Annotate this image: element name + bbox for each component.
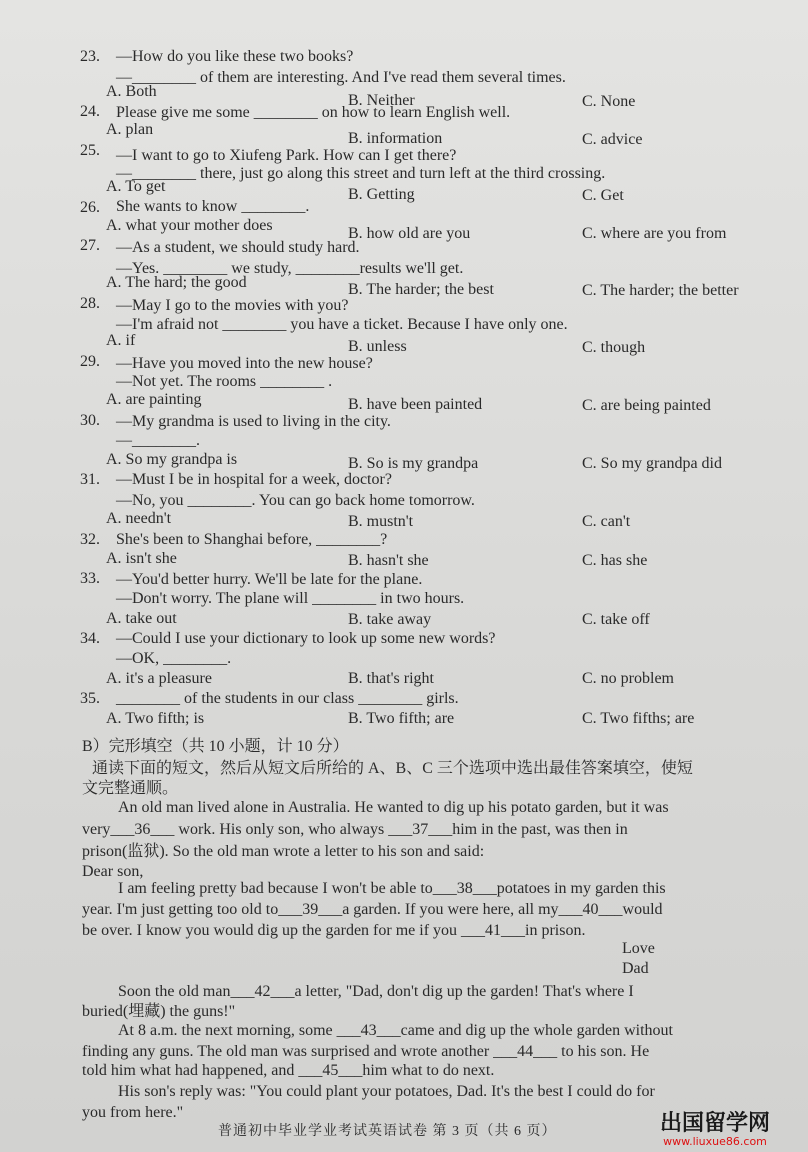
site-watermark bbox=[630, 1112, 800, 1148]
watermark-url: www.liuxue86.com bbox=[663, 1135, 767, 1148]
passage-line: be over. I know you would dig up the garden for me if you ___41___in prison. bbox=[82, 922, 586, 939]
option-c: C. though bbox=[582, 339, 646, 356]
section-instruction: 文完整通顺。 bbox=[82, 780, 179, 797]
question-number: 31. bbox=[80, 471, 100, 488]
question-stem: —Could I use your dictionary to look up some new words? bbox=[116, 630, 496, 647]
letter-signature: Dad bbox=[622, 960, 649, 977]
option-b: B. So is my grandpa bbox=[348, 455, 479, 472]
question-number: 25. bbox=[80, 142, 100, 159]
option-b: B. Neither bbox=[348, 92, 415, 109]
option-b: B. mustn't bbox=[348, 513, 414, 530]
option-a: A. if bbox=[106, 332, 136, 349]
question-stem: She's been to Shanghai before, ________? bbox=[116, 531, 388, 548]
option-b: B. information bbox=[348, 130, 443, 147]
option-a: A. what your mother does bbox=[106, 217, 273, 234]
option-c: C. has she bbox=[582, 552, 648, 569]
question-number: 23. bbox=[80, 48, 100, 65]
page-footer: 普通初中毕业学业考试英语试卷 第 3 页（共 6 页） bbox=[218, 1124, 557, 1139]
option-a: A. Both bbox=[106, 83, 157, 100]
question-number: 32. bbox=[80, 531, 100, 548]
question-reply: —________ of them are interesting. And I've read them several times. bbox=[116, 69, 566, 86]
option-b: B. unless bbox=[348, 338, 407, 355]
option-a: A. plan bbox=[106, 121, 154, 138]
passage-line: finding any guns. The old man was surprised and wrote another ___44___ to his son. He bbox=[82, 1043, 650, 1060]
passage-line: An old man lived alone in Australia. He wanted to dig up his potato garden, but it was bbox=[118, 799, 669, 816]
question-reply: —Not yet. The rooms ________ . bbox=[116, 373, 333, 390]
option-c: C. advice bbox=[582, 131, 643, 148]
question-stem: —You'd better hurry. We'll be late for the plane. bbox=[116, 571, 423, 588]
option-c: C. The harder; the better bbox=[582, 282, 739, 299]
option-b: B. how old are you bbox=[348, 225, 471, 242]
passage-line: you from here." bbox=[82, 1104, 184, 1121]
question-number: 24. bbox=[80, 103, 100, 120]
option-a: A. it's a pleasure bbox=[106, 670, 212, 687]
question-stem: —May I go to the movies with you? bbox=[116, 297, 349, 314]
option-a: A. take out bbox=[106, 610, 177, 627]
question-stem: —As a student, we should study hard. bbox=[116, 239, 360, 256]
option-c: C. So my grandpa did bbox=[582, 455, 722, 472]
option-b: B. take away bbox=[348, 611, 432, 628]
passage-line: His son's reply was: "You could plant your potatoes, Dad. It's the best I could do for bbox=[118, 1083, 655, 1100]
question-stem: —I want to go to Xiufeng Park. How can I get there? bbox=[116, 147, 457, 164]
option-a: A. The hard; the good bbox=[106, 274, 247, 291]
question-reply: —Don't worry. The plane will ________ in two hours. bbox=[116, 590, 465, 607]
question-reply: —________. bbox=[116, 432, 200, 449]
option-a: A. needn't bbox=[106, 510, 172, 527]
question-number: 30. bbox=[80, 412, 100, 429]
question-stem: —My grandma is used to living in the city. bbox=[116, 413, 391, 430]
question-stem: ________ of the students in our class ________ girls. bbox=[116, 690, 459, 707]
question-reply: —No, you ________. You can go back home tomorrow. bbox=[116, 492, 475, 509]
option-a: A. Two fifth; is bbox=[106, 710, 205, 727]
passage-line: Soon the old man___42___a letter, "Dad, don't dig up the garden! That's where I bbox=[118, 983, 634, 1000]
question-number: 33. bbox=[80, 570, 100, 587]
question-stem: She wants to know ________. bbox=[116, 198, 310, 215]
option-b: B. have been painted bbox=[348, 396, 483, 413]
question-number: 29. bbox=[80, 353, 100, 370]
question-number: 34. bbox=[80, 630, 100, 647]
option-c: C. None bbox=[582, 93, 636, 110]
option-c: C. are being painted bbox=[582, 397, 711, 414]
passage-line: Dear son, bbox=[82, 863, 144, 880]
option-c: C. Get bbox=[582, 187, 624, 204]
passage-line: year. I'm just getting too old to___39___a garden. If you were here, all my___40___would bbox=[82, 901, 663, 918]
option-b: B. that's right bbox=[348, 670, 434, 687]
passage-line: buried(埋藏) the guns!" bbox=[82, 1003, 236, 1020]
question-stem: —Have you moved into the new house? bbox=[116, 355, 373, 372]
watermark-title: 出国留学网 bbox=[659, 1111, 770, 1136]
option-a: A. To get bbox=[106, 178, 166, 195]
section-instruction: 通读下面的短文，然后从短文后所给的 A、B、C 三个选项中选出最佳答案填空，使短 bbox=[92, 760, 693, 777]
question-number: 28. bbox=[80, 295, 100, 312]
question-number: 27. bbox=[80, 237, 100, 254]
question-reply: —Yes. ________ we study, ________results we'll get. bbox=[116, 260, 464, 277]
option-c: C. where are you from bbox=[582, 225, 727, 242]
question-number: 26. bbox=[80, 199, 100, 216]
option-c: C. take off bbox=[582, 611, 650, 628]
option-b: B. Two fifth; are bbox=[348, 710, 455, 727]
passage-line: told him what had happened, and ___45___him what to do next. bbox=[82, 1062, 495, 1079]
option-a: A. are painting bbox=[106, 391, 202, 408]
option-b: B. Getting bbox=[348, 186, 415, 203]
question-number: 35. bbox=[80, 690, 100, 707]
question-reply: —I'm afraid not ________ you have a ticket. Because I have only one. bbox=[116, 316, 568, 333]
option-b: B. The harder; the best bbox=[348, 281, 494, 298]
question-stem: —Must I be in hospital for a week, doctor? bbox=[116, 471, 392, 488]
passage-line: very___36___ work. His only son, who always ___37___him in the past, was then in bbox=[82, 821, 628, 838]
question-stem: Please give me some ________ on how to learn English well. bbox=[116, 104, 511, 121]
question-reply: —________ there, just go along this street and turn left at the third crossing. bbox=[116, 165, 606, 182]
option-a: A. isn't she bbox=[106, 550, 177, 567]
option-a: A. So my grandpa is bbox=[106, 451, 238, 468]
passage-line: I am feeling pretty bad because I won't be able to___38___potatoes in my garden this bbox=[118, 880, 666, 897]
option-c: C. no problem bbox=[582, 670, 674, 687]
option-c: C. can't bbox=[582, 513, 631, 530]
letter-closing: Love bbox=[622, 940, 655, 957]
passage-line: At 8 a.m. the next morning, some ___43___came and dig up the whole garden without bbox=[118, 1022, 673, 1039]
section-heading: B）完形填空（共 10 小题，计 10 分） bbox=[82, 738, 349, 755]
question-reply: —OK, ________. bbox=[116, 650, 232, 667]
option-b: B. hasn't she bbox=[348, 552, 429, 569]
question-stem: —How do you like these two books? bbox=[116, 48, 354, 65]
option-c: C. Two fifths; are bbox=[582, 710, 695, 727]
passage-line: prison(监狱). So the old man wrote a letter to his son and said: bbox=[82, 843, 485, 860]
